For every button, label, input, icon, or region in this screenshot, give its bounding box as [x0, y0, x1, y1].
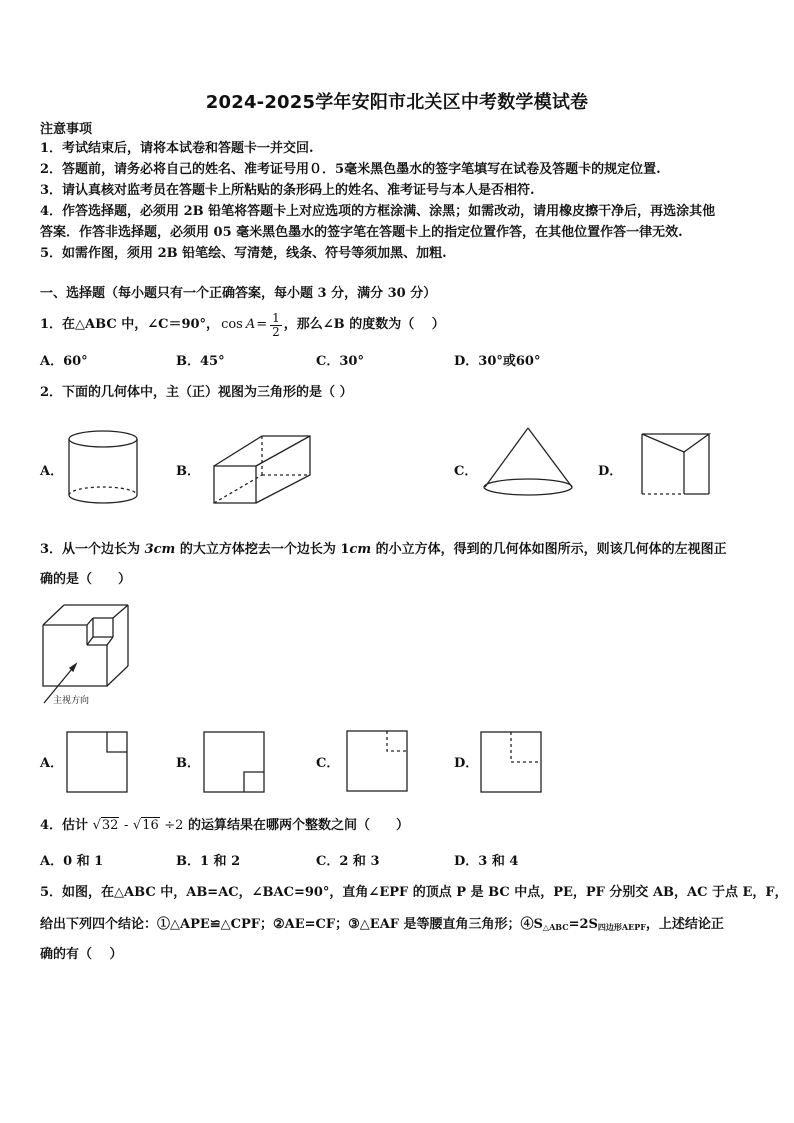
q4-option-c: C．2 和 3 — [316, 854, 380, 869]
notice-item: 4．作答选择题，必须用 2B 铅笔将答题卡上对应选项的方框涂满、涂黑；如需改动，请用橡皮擦干净后，再选涂其他 — [40, 204, 716, 219]
q3-value-1: 3 — [144, 542, 154, 557]
notice-item: 3．请认真核对监考员在答题卡上所粘贴的条形码上的姓名、准考证号与本人是否相符. — [40, 183, 535, 198]
q3-option-d-label: D． — [454, 756, 479, 771]
question-5-stem-line3: 确的有（ ） — [40, 947, 123, 962]
q5-line2-part-a: 给出下列四个结论：①△APE≌△CPF；②AE=CF；③△EAF 是等腰直角三角形；④S — [40, 917, 543, 932]
q5-subscript-aepf: 四边形AEPF — [597, 922, 646, 932]
q4-suffix: 的运算结果在哪两个整数之间（ ） — [187, 818, 409, 833]
q4-divide: ÷2 — [164, 818, 184, 833]
q3-option-c-label: C． — [316, 756, 340, 771]
q4-option-d: D．3 和 4 — [454, 854, 519, 869]
question-5-stem-line1: 5．如图，在△ABC 中，AB=AC，∠BAC=90°，直角∠EPF 的顶点 P 是 BC 中点，PE，PF 分别交 AB，AC 于点 E，F， — [40, 885, 788, 900]
q5-line2-part-c: ，上述结论正 — [645, 917, 724, 932]
page-title: 2024-2025学年安阳市北关区中考数学模试卷 — [205, 92, 589, 113]
q2-option-b-label: B． — [176, 464, 200, 479]
question-5-stem-line2 — [40, 916, 724, 936]
q2-option-c-label: C． — [454, 464, 478, 479]
q1-option-d: D．30°或60° — [454, 354, 541, 369]
question-4-stem: 4．估计 √32 - √16 ÷2 的运算结果在哪两个整数之间（ ） — [40, 818, 409, 833]
notice-heading: 注意事项 — [40, 122, 93, 137]
q4-radicand-2: 16 — [142, 818, 159, 833]
q1-suffix: ，那么∠B 的度数为（ ） — [283, 317, 445, 332]
q4-radicand-1: 32 — [101, 818, 119, 833]
q1-prefix: 1．在△ABC 中，∠C＝90°， — [40, 317, 220, 332]
q3-option-b-label: B． — [176, 756, 200, 771]
section-heading: 一、选择题（每小题只有一个正确答案，每小题 3 分，满分 30 分） — [40, 286, 437, 301]
q2-option-d-label: D． — [598, 464, 623, 479]
q4-option-b: B．1 和 2 — [176, 854, 241, 869]
q1-option-c: C．30° — [316, 354, 364, 369]
q1-cos: cos — [221, 317, 243, 332]
q3-unit-2: cm — [349, 542, 372, 557]
q3-view-direction-caption: 主视方向 — [53, 696, 90, 706]
q3-part2: 的大立方体挖去一个边长为 — [179, 542, 336, 557]
q2-option-a-label: A． — [40, 464, 64, 479]
q4-minus: - — [123, 818, 129, 833]
q3-unit-1: cm — [153, 542, 176, 557]
q5-subscript-abc: △ABC — [542, 922, 569, 932]
q3-option-a-label: A． — [40, 756, 64, 771]
q3-part1: 3．从一个边长为 — [40, 542, 141, 557]
q1-numerator: 1 — [272, 310, 280, 325]
q1-denominator: 2 — [272, 324, 280, 339]
q5-line2-part-b: =2S — [568, 917, 598, 932]
q4-option-a: A．0 和 1 — [40, 854, 104, 869]
q1-eq: = — [256, 317, 268, 332]
q4-prefix: 4．估计 — [40, 818, 89, 833]
q1-option-b: B．45° — [176, 354, 225, 369]
notice-item: 5．如需作图，须用 2B 铅笔绘、写清楚，线条、符号等须加黑、加粗. — [40, 246, 447, 261]
question-3-stem-line2: 确的是（ ） — [40, 572, 132, 587]
notice-item: 1．考试结束后，请将本试卷和答题卡一并交回. — [40, 141, 314, 156]
q3-value-2: 1 — [340, 542, 350, 557]
notice-item: 答案．作答非选择题，必须用 05 毫米黑色墨水的签字笔在答题卡上的指定位置作答，在其他位置作答一律无效. — [40, 225, 683, 240]
q1-var: A — [245, 317, 256, 332]
q3-part3: 的小立方体，得到的几何体如图所示，则该几何体的左视图正 — [375, 542, 727, 557]
notice-item: 2．答题前，请务必将自己的姓名、准考证号用０．5毫米黑色墨水的签字笔填写在试卷及答题卡的规定位置. — [40, 162, 661, 177]
q1-option-a: A．60° — [40, 354, 88, 369]
question-2-stem: 2．下面的几何体中，主（正）视图为三角形的是（ ） — [40, 385, 353, 400]
